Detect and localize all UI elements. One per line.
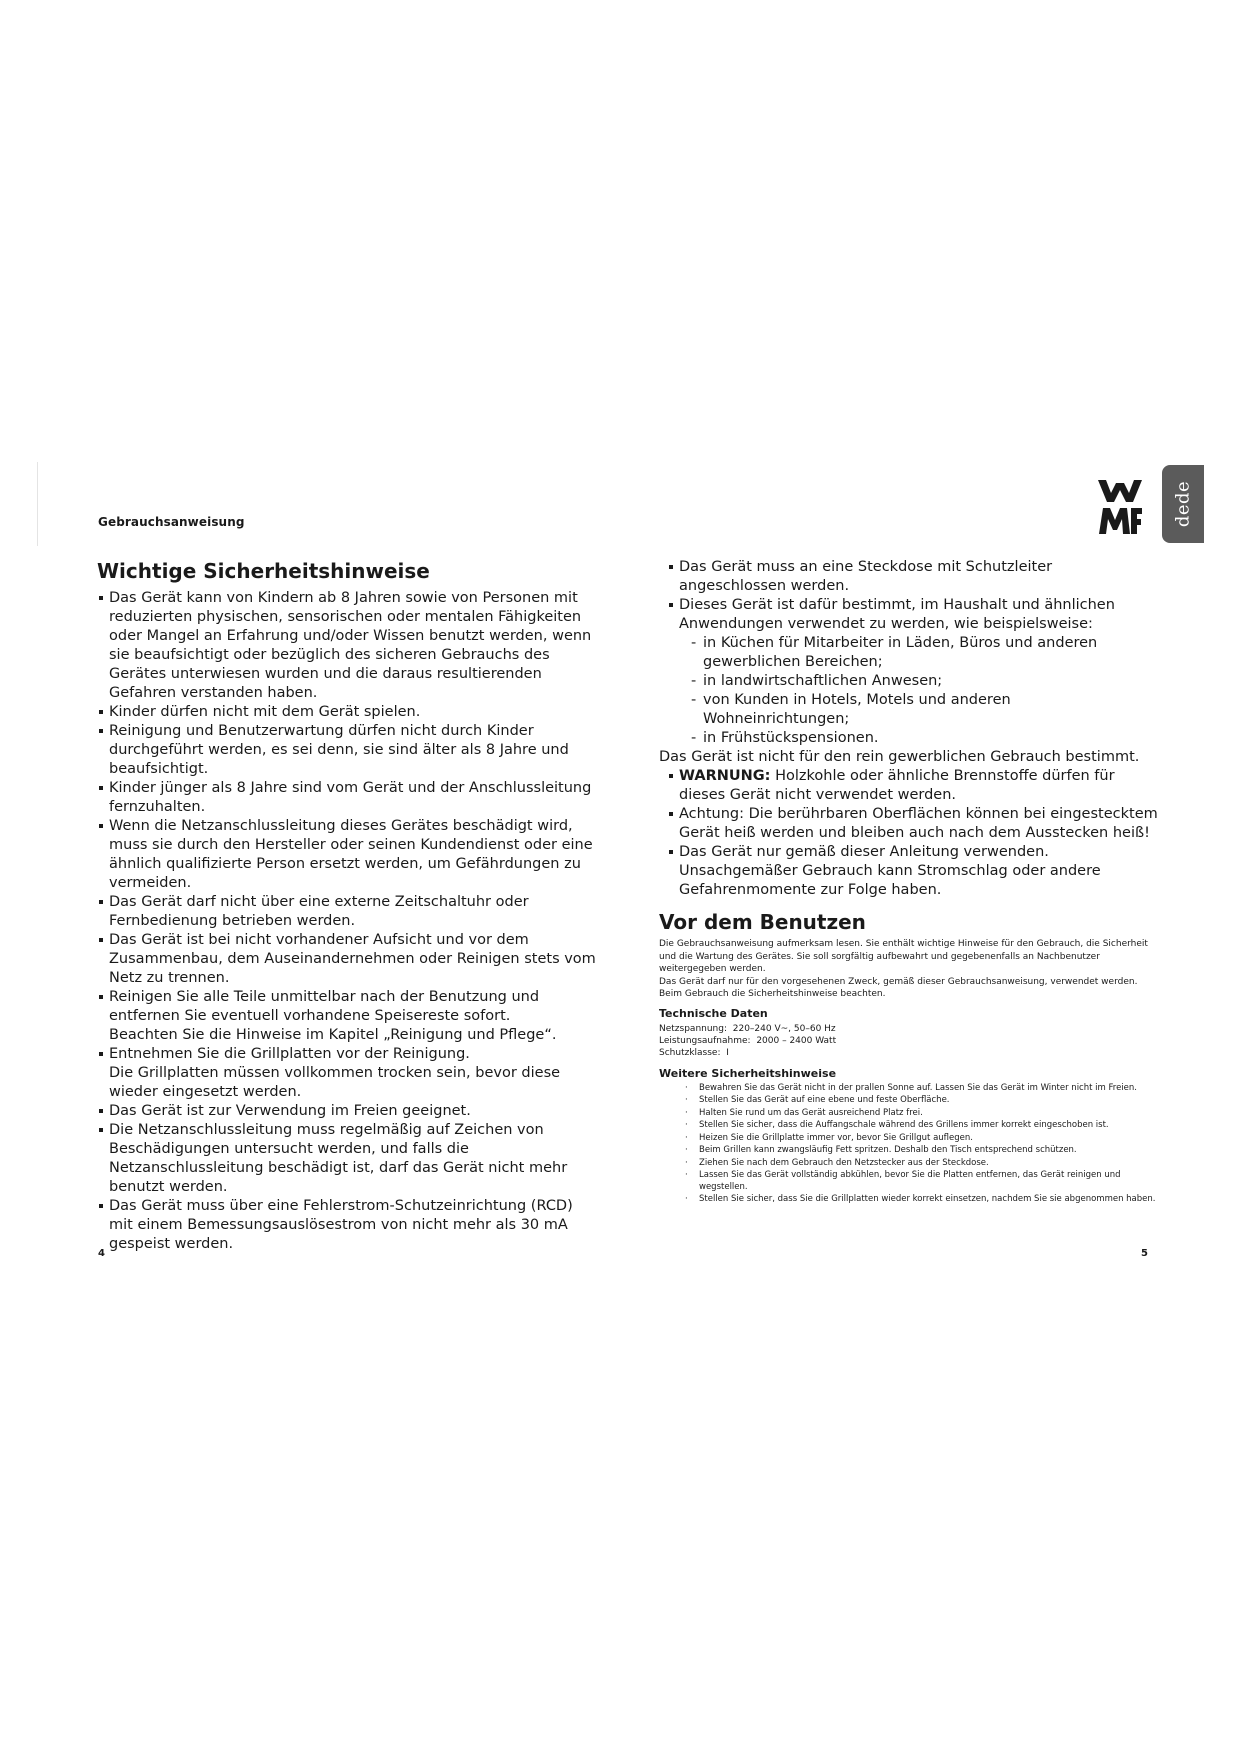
warning-text: Holzkohle oder ähnliche Brennstoffe dürfen für dieses Gerät nicht verwendet werden. xyxy=(679,768,1115,803)
list-item: Die Netzanschlussleitung muss regelmäßig auf Zeichen von Beschädigungen untersucht werden, und falls die Netzanschlussleitung beschädigt ist, darf das Gerät nicht mehr benutzt werden. xyxy=(97,1121,597,1197)
list-item: · Beim Grillen kann zwangsläufig Fett spritzen. Deshalb den Tisch entsprechend schützen. xyxy=(685,1145,1159,1157)
list-item: Reinigen Sie alle Teile unmittelbar nach der Benutzung und entfernen Sie eventuell vorhandene Speisereste sofort. xyxy=(97,988,597,1026)
tech-power-label: Leistungsaufnahme: xyxy=(659,1035,751,1046)
usage-examples-list xyxy=(659,634,1159,748)
warning-label: WARNUNG: xyxy=(679,768,771,784)
safety-list xyxy=(97,589,597,1254)
sub-list-item: - in landwirtschaftlichen Anwesen; xyxy=(691,672,1159,691)
tech-class-value: I xyxy=(726,1047,729,1058)
tech-data-heading: Technische Daten xyxy=(659,1006,768,1020)
list-item: · Bewahren Sie das Gerät nicht in der prallen Sonne auf. Lassen Sie das Gerät im Winter nicht im Freien. xyxy=(685,1083,1159,1095)
list-item: Das Gerät nur gemäß dieser Anleitung verwenden. Unsachgemäßer Gebrauch kann Stromschlag oder andere Gefahrenmomente zur Folge haben. xyxy=(667,843,1159,900)
tech-voltage-label: Netzspannung: xyxy=(659,1023,728,1034)
list-item: Das Gerät ist bei nicht vorhandener Aufsicht und vor dem Zusammenbau, dem Auseinandernehmen oder Reinigen stets vom Netz zu trennen. xyxy=(97,931,597,988)
sub-list-item: - in Frühstückspensionen. xyxy=(691,729,1159,748)
list-item: Kinder dürfen nicht mit dem Gerät spielen. xyxy=(97,703,597,722)
list-item: Beachten Sie die Hinweise im Kapitel „Reinigung und Pflege“. xyxy=(109,1027,557,1043)
list-item-warning xyxy=(667,767,1159,805)
list-item: Reinigung und Benutzerwartung dürfen nicht durch Kinder durchgeführt werden, es sei denn, sie sind älter als 8 Jahre und beaufsichtigt. xyxy=(97,722,597,779)
list-item: · Lassen Sie das Gerät vollständig abkühlen, bevor Sie die Platten entfernen, das Gerät reinigen und wegstellen. xyxy=(685,1170,1159,1193)
tech-class-label: Schutzklasse: xyxy=(659,1047,721,1058)
list-item: · Ziehen Sie nach dem Gebrauch den Netzstecker aus der Steckdose. xyxy=(685,1158,1159,1170)
page-number-left: 4 xyxy=(98,1248,105,1259)
more-safety-list xyxy=(659,1083,1159,1206)
safety-list-continued xyxy=(659,558,1159,634)
list-item: · Stellen Sie sicher, dass die Auffangschale während des Grillens immer korrekt eingeschoben ist. xyxy=(685,1120,1159,1132)
warnings-list xyxy=(659,767,1159,900)
tech-power xyxy=(659,1035,1159,1047)
wmf-logo xyxy=(1097,478,1143,536)
list-item: Das Gerät muss an eine Steckdose mit Schutzleiter angeschlossen werden. xyxy=(667,558,1159,596)
list-item: · Halten Sie rund um das Gerät ausreichend Platz frei. xyxy=(685,1108,1159,1120)
list-item: Die Grillplatten müssen vollkommen trocken sein, bevor diese wieder eingesetzt werden. xyxy=(109,1065,561,1100)
more-safety-heading: Weitere Sicherheitshinweise xyxy=(659,1066,837,1080)
language-tab-label: dede xyxy=(1172,480,1194,528)
sub-list-item: - in Küchen für Mitarbeiter in Läden, Büros und anderen gewerblichen Bereichen; xyxy=(691,634,1159,672)
before-use-heading: Vor dem Benutzen xyxy=(659,910,866,934)
safety-heading: Wichtige Sicherheitshinweise xyxy=(97,559,430,583)
list-item: · Stellen Sie sicher, dass Sie die Grillplatten wieder korrekt einsetzen, nachdem Sie sie abgenommen haben. xyxy=(685,1194,1159,1206)
sub-list-item: - von Kunden in Hotels, Motels und anderen Wohneinrichtungen; xyxy=(691,691,1159,729)
list-item: · Heizen Sie die Grillplatte immer vor, bevor Sie Grillgut auflegen. xyxy=(685,1133,1159,1145)
list-item: Das Gerät ist zur Verwendung im Freien geeignet. xyxy=(97,1102,597,1121)
left-column xyxy=(97,559,597,1254)
list-item: Dieses Gerät ist dafür bestimmt, im Haushalt und ähnlichen Anwendungen verwendet zu werden, wie beispielsweise: xyxy=(667,596,1159,634)
list-item: Das Gerät kann von Kindern ab 8 Jahren sowie von Personen mit reduzierten physischen, sensorischen oder mentalen Fähigkeiten oder Mangel an Erfahrung und/oder Wissen benutzt werden, wenn sie beaufsichtigt oder bezüglich des sicheren Gebrauchs des Gerätes unterwiesen wurden und die daraus resultierenden Gefahren verstanden haben. xyxy=(97,589,597,703)
list-item: Das Gerät darf nicht über eine externe Zeitschaltuhr oder Fernbedienung betrieben werden. xyxy=(97,893,597,931)
margin-line xyxy=(37,462,38,546)
list-item: Das Gerät muss über eine Fehlerstrom-Schutzeinrichtung (RCD) mit einem Bemessungsauslösestrom von nicht mehr als 30 mA gespeist werden. xyxy=(97,1197,597,1254)
tech-voltage-value: 220–240 V~, 50–60 Hz xyxy=(732,1023,836,1034)
tech-class xyxy=(659,1047,1159,1059)
before-use-paragraph: Die Gebrauchsanweisung aufmerksam lesen. Sie enthält wichtige Hinweise für den Gebrauch, die Sicherheit und die Wartung des Gerätes. Sie soll sorgfältig aufbewahrt und gegebenenfalls an Nachbenutzer weitergegeben werden. xyxy=(659,939,1148,974)
tech-power-value: 2000 – 2400 Watt xyxy=(756,1035,837,1046)
list-item: Kinder jünger als 8 Jahre sind vom Gerät und der Anschlussleitung fernzuhalten. xyxy=(97,779,597,817)
commercial-use-note: Das Gerät ist nicht für den rein gewerblichen Gebrauch bestimmt. xyxy=(659,749,1140,765)
list-item: Wenn die Netzanschlussleitung dieses Gerätes beschädigt wird, muss sie durch den Hersteller oder seinen Kundendienst oder eine ähnlich qualifizierte Person ersetzt werden, um Gefährdungen zu vermeiden. xyxy=(97,817,597,893)
list-item: · Stellen Sie das Gerät auf eine ebene und feste Oberfläche. xyxy=(685,1095,1159,1107)
before-use-paragraph: Das Gerät darf nur für den vorgesehenen Zweck, gemäß dieser Gebrauchsanweisung, verwendet werden. Beim Gebrauch die Sicherheitshinweise beachten. xyxy=(659,976,1138,999)
list-item: Achtung: Die berührbaren Oberflächen können bei eingestecktem Gerät heiß werden und bleiben auch nach dem Ausstecken heiß! xyxy=(667,805,1159,843)
document-header: Gebrauchsanweisung xyxy=(98,515,245,529)
list-item: Entnehmen Sie die Grillplatten vor der Reinigung. xyxy=(97,1045,597,1064)
right-column xyxy=(659,558,1159,1207)
page-number-right: 5 xyxy=(1141,1248,1148,1259)
language-tab[interactable] xyxy=(1162,465,1204,543)
tech-voltage xyxy=(659,1023,1159,1035)
